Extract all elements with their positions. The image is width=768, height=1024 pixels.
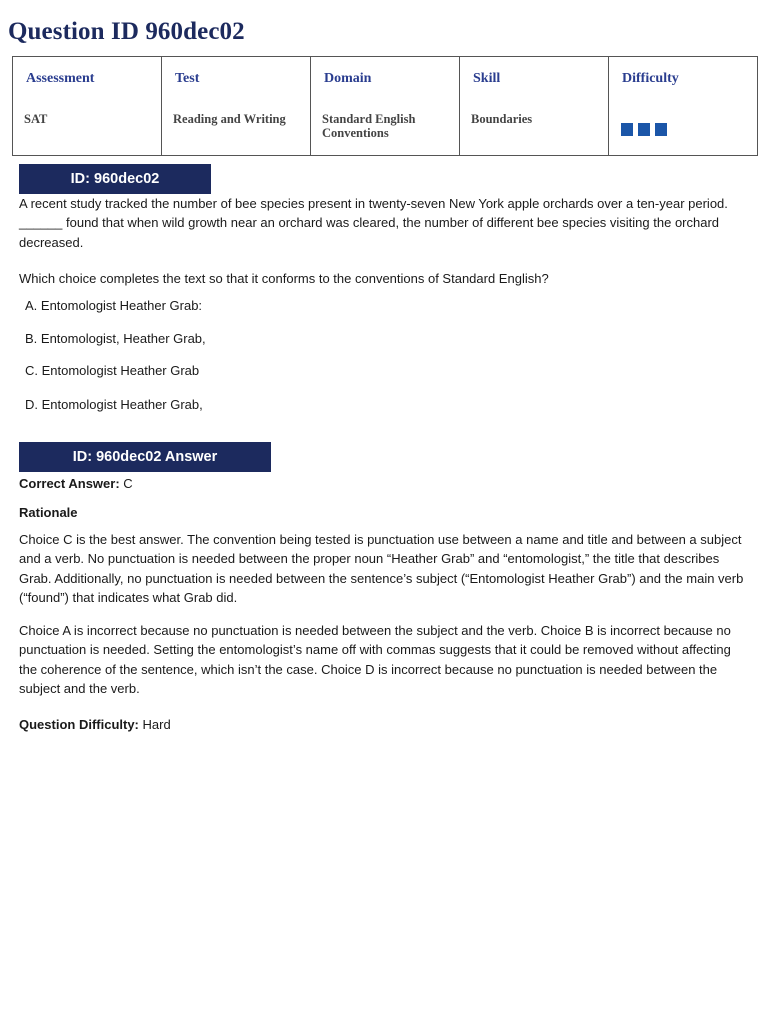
difficulty-bar: [655, 123, 667, 136]
page-title: Question ID 960dec02: [8, 18, 245, 45]
difficulty-bar: [638, 123, 650, 136]
meta-header-test: Test: [175, 71, 200, 86]
difficulty-bars: [621, 123, 667, 136]
question-prompt: Which choice completes the text so that it conforms to the conventions of Standard English?: [19, 271, 549, 286]
answer-choice-d: D. Entomologist Heather Grab,: [25, 397, 203, 412]
difficulty-bar: [621, 123, 633, 136]
question-metadata-table: [12, 56, 758, 156]
answer-id-banner: ID: 960dec02 Answer: [19, 442, 271, 472]
answer-choice-c: C. Entomologist Heather Grab: [25, 363, 200, 378]
meta-cell-skill: [459, 56, 609, 156]
answer-choice-a: A. Entomologist Heather Grab:: [25, 298, 203, 313]
meta-value-assessment: SAT: [24, 112, 48, 126]
meta-header-domain: Domain: [324, 71, 372, 86]
answer-choice-b: B. Entomologist, Heather Grab,: [25, 331, 206, 346]
question-id-banner: ID: 960dec02: [19, 164, 211, 194]
meta-value-skill: Boundaries: [471, 112, 533, 126]
question-passage: A recent study tracked the number of bee species present in twenty-seven New York apple orchards over a ten-year period. ______ found that when wild growth near an orchard was cleared, the number of different bee species visiting the orchard decreased.: [19, 196, 728, 250]
question-difficulty-line: [19, 715, 744, 734]
meta-value-test: Reading and Writing: [173, 112, 286, 126]
meta-cell-assessment: [12, 56, 162, 156]
meta-header-assessment: Assessment: [26, 71, 95, 86]
rationale-heading: Rationale: [19, 505, 78, 520]
rationale-paragraph-1: Choice C is the best answer. The convention being tested is punctuation use between a name and title and between a subject and a verb. No punctuation is needed between the proper noun “Heather Grab” and “entomologist,” the title that describes Grab. Additionally, no punctuation is needed between the sentence’s subject (“Entomologist Heather Grab”) and the main verb (“found”) that indicates what Grab did.: [19, 532, 744, 605]
rationale-paragraph-2: Choice A is incorrect because no punctuation is needed between the subject and the verb. Choice B is incorrect because no punctuation is needed. Setting the entomologist’s name off with commas suggests that it could be removed without affecting the coherence of the sentence, which isn’t the case. Choice D is incorrect because no punctuation is needed between the subject and the verb.: [19, 623, 731, 696]
meta-header-difficulty: Difficulty: [622, 71, 679, 86]
meta-cell-test: [161, 56, 311, 156]
correct-answer-label: Correct Answer:: [19, 476, 120, 491]
meta-cell-domain: [310, 56, 460, 156]
correct-answer-value: C: [123, 476, 133, 491]
question-difficulty-value: Hard: [142, 717, 171, 732]
meta-header-skill: Skill: [473, 71, 501, 86]
question-difficulty-label: Question Difficulty:: [19, 717, 139, 732]
correct-answer-line: [19, 474, 744, 493]
meta-cell-difficulty: [608, 56, 758, 156]
meta-value-domain: Standard English Conventions: [322, 112, 416, 140]
